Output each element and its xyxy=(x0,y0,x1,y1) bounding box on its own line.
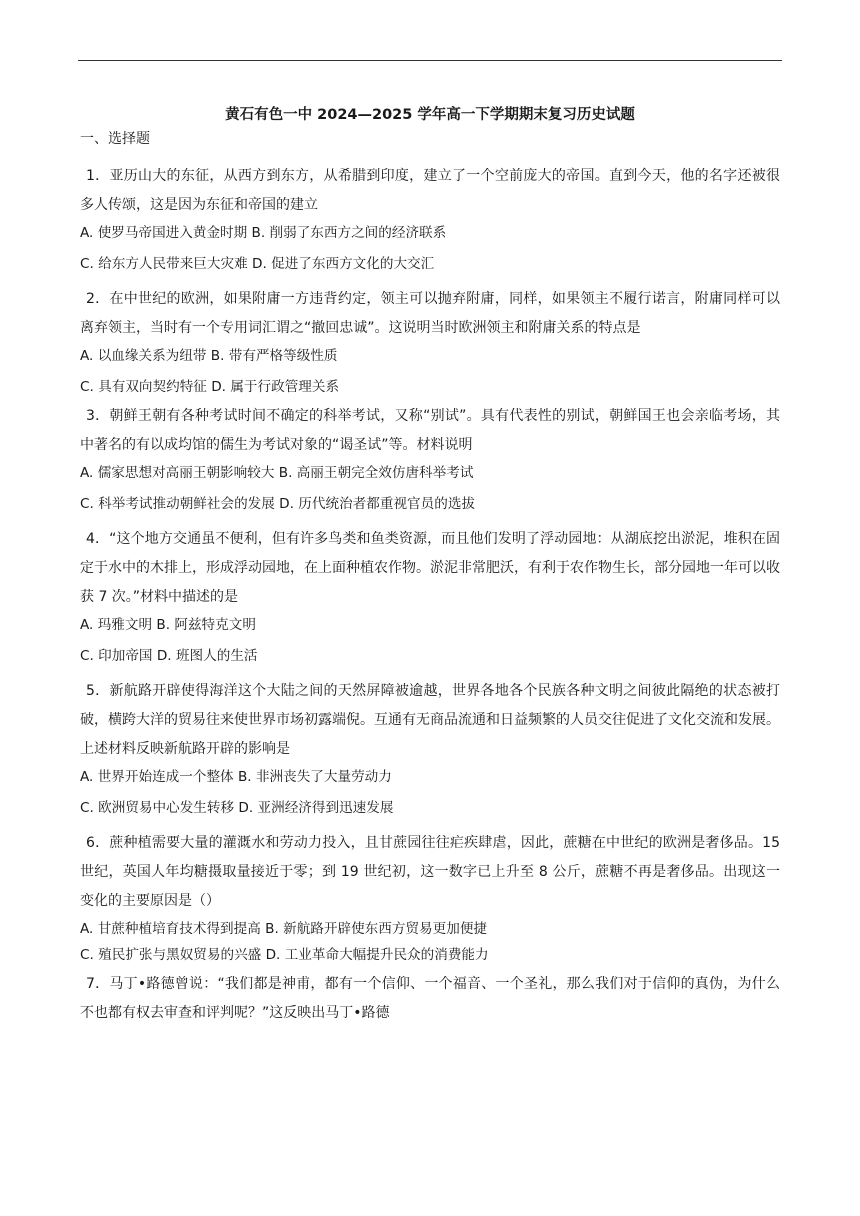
option-line: A. 甘蔗种植培育技术得到提高 B. 新航路开辟使东西方贸易更加便捷 xyxy=(80,921,488,937)
exam-page xyxy=(80,104,780,1030)
option-line: A. 世界开始连成一个整体 B. 非洲丧失了大量劳动力 xyxy=(80,769,392,785)
question-stem: 1．亚历山大的东征，从西方到东方，从希腊到印度，建立了一个空前庞大的帝国。直到今天，他的名字还被很多人传颂，这是因为东征和帝国的建立 xyxy=(80,168,780,213)
question-2 xyxy=(80,285,780,398)
option-line: A. 使罗马帝国进入黄金时期 B. 削弱了东西方之间的经济联系 xyxy=(80,225,447,241)
question-5 xyxy=(80,677,780,819)
question-3 xyxy=(80,402,780,515)
option-line: C. 具有双向契约特征 D. 属于行政管理关系 xyxy=(80,379,340,395)
option-line: A. 以血缘关系为纽带 B. 带有严格等级性质 xyxy=(80,348,338,364)
question-7 xyxy=(80,970,780,1028)
section-heading: 一、选择题 xyxy=(80,131,150,147)
question-stem: 3．朝鲜王朝有各种考试时间不确定的科举考试，又称“别试”。具有代表性的别试，朝鲜国王也会亲临考场，其中著名的有以成均馆的儒生为考试对象的“谒圣试”等。材料说明 xyxy=(80,408,780,453)
header-rule xyxy=(78,60,782,61)
question-stem: 6．蔗种植需要大量的灌溉水和劳动力投入，且甘蔗园往往疟疾肆虐，因此，蔗糖在中世纪的欧洲是奢侈品。15 世纪，英国人年均糖摄取量接近于零；到 19 世纪初，这一数字已上升至 8 公斤，蔗糖不再是奢侈品。出现这一变化的主要原因是（） xyxy=(80,835,780,909)
question-stem: 7．马丁•路德曾说：“我们都是神甫，都有一个信仰、一个福音、一个圣礼，那么我们对于信仰的真伪，为什么不也都有权去审查和评判呢？”这反映出马丁•路德 xyxy=(80,976,780,1021)
exam-title: 黄石有色一中 2024—2025 学年高一下学期期末复习历史试题 xyxy=(225,107,635,123)
question-4 xyxy=(80,525,780,667)
option-line: C. 欧洲贸易中心发生转移 D. 亚洲经济得到迅速发展 xyxy=(80,800,394,816)
option-line: C. 给东方人民带来巨大灾难 D. 促进了东西方文化的大交汇 xyxy=(80,256,435,272)
option-line: A. 玛雅文明 B. 阿兹特克文明 xyxy=(80,617,256,633)
question-1 xyxy=(80,162,780,275)
option-line: C. 科举考试推动朝鲜社会的发展 D. 历代统治者都重视官员的选拔 xyxy=(80,496,475,512)
question-stem: 5．新航路开辟使得海洋这个大陆之间的天然屏障被逾越，世界各地各个民族各种文明之间彼此隔绝的状态被打破，横跨大洋的贸易往来使世界市场初露端倪。互通有无商品流通和日益频繁的人员交往促进了文化交流和发展。上述材料反映新航路开辟的影响是 xyxy=(80,683,780,757)
question-6 xyxy=(80,829,780,966)
option-line: C. 印加帝国 D. 班图人的生活 xyxy=(80,648,258,664)
question-stem: 4．“这个地方交通虽不便利，但有许多鸟类和鱼类资源，而且他们发明了浮动园地：从湖底挖出淤泥，堆积在固定于水中的木排上，形成浮动园地，在上面种植农作物。淤泥非常肥沃，有利于农作物生长，部分园地一年可以收获 7 次。”材料中描述的是 xyxy=(80,531,780,605)
question-stem: 2．在中世纪的欧洲，如果附庸一方违背约定，领主可以抛弃附庸，同样，如果领主不履行诺言，附庸同样可以离弃领主，当时有一个专用词汇谓之“撤回忠诚”。这说明当时欧洲领主和附庸关系的特点是 xyxy=(80,291,780,336)
option-line: C. 殖民扩张与黑奴贸易的兴盛 D. 工业革命大幅提升民众的消费能力 xyxy=(80,947,489,963)
option-line: A. 儒家思想对高丽王朝影响较大 B. 高丽王朝完全效仿唐科举考试 xyxy=(80,465,474,481)
